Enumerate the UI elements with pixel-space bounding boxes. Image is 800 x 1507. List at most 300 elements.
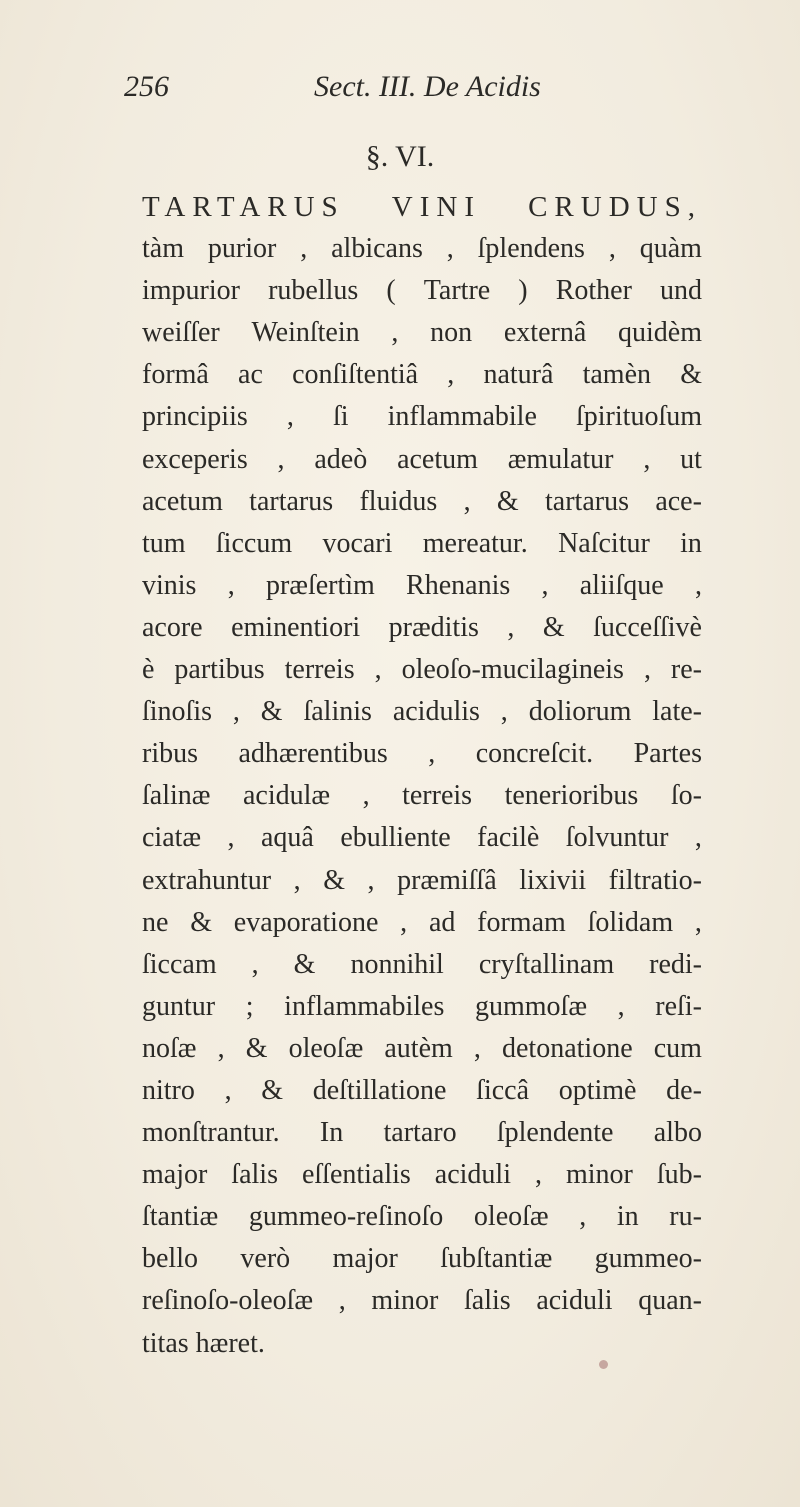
roman-text: impurior bbox=[142, 275, 240, 307]
roman-text: tenerioribus bbox=[504, 780, 639, 812]
roman-text: doliorum bbox=[528, 696, 632, 728]
word bbox=[228, 817, 235, 859]
word bbox=[174, 649, 264, 691]
word bbox=[313, 1070, 447, 1112]
italic-text: Rother bbox=[555, 275, 632, 307]
roman-text: quidèm bbox=[617, 317, 702, 349]
roman-text: in bbox=[616, 1201, 639, 1233]
roman-text: & bbox=[680, 359, 702, 391]
word bbox=[609, 228, 616, 270]
roman-text: inflammabile bbox=[387, 401, 537, 433]
word bbox=[644, 649, 651, 691]
word bbox=[536, 1280, 612, 1322]
word bbox=[368, 860, 375, 902]
roman-text: & bbox=[323, 864, 345, 896]
roman-text: , bbox=[507, 611, 515, 643]
word bbox=[528, 186, 702, 228]
roman-text: & bbox=[496, 485, 519, 517]
roman-text: gummoſæ bbox=[475, 990, 588, 1022]
roman-text: , bbox=[227, 822, 235, 854]
italic-text: ſiccum bbox=[215, 527, 293, 559]
word bbox=[196, 1323, 265, 1365]
roman-text: ; bbox=[245, 990, 254, 1022]
word bbox=[504, 312, 586, 354]
roman-text: , bbox=[643, 443, 651, 475]
word bbox=[640, 228, 702, 270]
word bbox=[314, 439, 367, 481]
word bbox=[142, 607, 203, 649]
word bbox=[371, 1280, 438, 1322]
text-line bbox=[142, 775, 702, 817]
roman-text: gummeo-reſinoſo bbox=[248, 1201, 444, 1233]
roman-text: acidulæ bbox=[242, 780, 331, 812]
word bbox=[384, 1028, 452, 1070]
roman-text: eminentiori bbox=[231, 611, 361, 643]
word bbox=[464, 481, 471, 523]
roman-text: extrahuntur bbox=[142, 864, 272, 896]
ink-spot bbox=[599, 1360, 608, 1369]
roman-text: æmulatur bbox=[507, 443, 614, 475]
word bbox=[402, 775, 472, 817]
word bbox=[464, 1280, 511, 1322]
roman-text: late- bbox=[652, 696, 702, 728]
text-line bbox=[142, 733, 702, 775]
italic-text: rubellus bbox=[268, 275, 359, 307]
word bbox=[618, 986, 625, 1028]
roman-text: noſæ bbox=[142, 1032, 197, 1064]
word bbox=[447, 228, 454, 270]
roman-text: tàm bbox=[142, 233, 184, 265]
word bbox=[261, 1070, 283, 1112]
italic-text: Weinſtein bbox=[251, 317, 360, 349]
roman-text: hæret. bbox=[195, 1327, 265, 1359]
italic-text: acidulis bbox=[392, 696, 480, 728]
italic-text: fluidus bbox=[359, 485, 438, 517]
italic-text: ſalinis bbox=[303, 696, 372, 728]
roman-text: purior bbox=[207, 233, 277, 265]
word bbox=[660, 270, 702, 312]
roman-text: adeò bbox=[314, 443, 368, 475]
word bbox=[423, 523, 528, 565]
word bbox=[386, 270, 395, 312]
word bbox=[240, 1238, 290, 1280]
roman-text: aciduli bbox=[536, 1285, 613, 1317]
word bbox=[142, 649, 154, 691]
word bbox=[680, 523, 702, 565]
roman-text: ſpirituoſum bbox=[576, 401, 702, 433]
word bbox=[652, 691, 702, 733]
roman-text: , bbox=[608, 233, 616, 265]
roman-text: ſiccâ bbox=[476, 1074, 530, 1106]
text-line bbox=[142, 902, 702, 944]
word bbox=[142, 354, 209, 396]
roman-text: , bbox=[251, 948, 259, 980]
roman-text: Partes bbox=[633, 738, 702, 770]
word bbox=[634, 733, 702, 775]
word bbox=[384, 1112, 457, 1154]
word bbox=[669, 1196, 702, 1238]
word bbox=[208, 228, 276, 270]
word bbox=[424, 270, 490, 312]
word bbox=[142, 733, 198, 775]
text-line bbox=[142, 1323, 702, 1365]
word bbox=[249, 481, 333, 523]
word bbox=[228, 565, 235, 607]
word bbox=[483, 354, 553, 396]
word bbox=[287, 396, 294, 438]
word bbox=[593, 607, 702, 649]
word bbox=[284, 986, 444, 1028]
word bbox=[246, 1028, 268, 1070]
word bbox=[654, 1028, 702, 1070]
word bbox=[350, 944, 443, 986]
word bbox=[142, 902, 168, 944]
roman-text: major bbox=[142, 1159, 208, 1191]
roman-text: guntur bbox=[142, 990, 216, 1022]
word bbox=[302, 1154, 411, 1196]
word bbox=[576, 396, 702, 438]
word bbox=[671, 649, 702, 691]
word bbox=[508, 439, 614, 481]
roman-text: externâ bbox=[503, 317, 587, 349]
word bbox=[142, 270, 240, 312]
word bbox=[428, 733, 435, 775]
word bbox=[654, 1112, 702, 1154]
word bbox=[142, 986, 215, 1028]
roman-text: titas bbox=[142, 1327, 189, 1359]
word bbox=[529, 691, 632, 733]
word bbox=[142, 228, 184, 270]
word bbox=[340, 817, 450, 859]
word bbox=[233, 691, 240, 733]
roman-text: ribus bbox=[142, 738, 198, 770]
word bbox=[142, 1323, 189, 1365]
roman-text: , bbox=[338, 1285, 346, 1317]
roman-text: & bbox=[542, 611, 565, 643]
word bbox=[218, 1028, 225, 1070]
word bbox=[643, 439, 650, 481]
word bbox=[261, 817, 314, 859]
word bbox=[303, 691, 371, 733]
word bbox=[649, 944, 702, 986]
roman-text: detonatione bbox=[502, 1032, 633, 1064]
roman-text: gummeo- bbox=[594, 1243, 702, 1275]
roman-text: Naſcitur bbox=[558, 527, 650, 559]
roman-text: , bbox=[367, 864, 375, 896]
word bbox=[397, 439, 478, 481]
roman-text: In bbox=[319, 1117, 344, 1149]
roman-text: ut bbox=[680, 443, 702, 475]
roman-text: ) bbox=[518, 275, 528, 307]
word bbox=[323, 860, 345, 902]
word bbox=[142, 1070, 195, 1112]
roman-text: ſubſtantiæ bbox=[440, 1243, 553, 1275]
word bbox=[294, 944, 316, 986]
roman-text: deſtillatione bbox=[312, 1074, 447, 1106]
roman-text: partibus bbox=[174, 654, 265, 686]
word bbox=[231, 607, 360, 649]
word bbox=[447, 354, 454, 396]
word bbox=[142, 691, 212, 733]
roman-text: , bbox=[232, 696, 240, 728]
italic-text: albicans bbox=[331, 233, 423, 265]
roman-text: ſplendente bbox=[496, 1117, 614, 1149]
word bbox=[289, 1028, 364, 1070]
word bbox=[638, 1280, 702, 1322]
text-line bbox=[142, 312, 702, 354]
word bbox=[502, 1028, 633, 1070]
roman-text: Rhenanis bbox=[406, 569, 511, 601]
italic-text: ace- bbox=[655, 485, 702, 517]
roman-text: formâ bbox=[142, 359, 209, 391]
word bbox=[249, 1196, 443, 1238]
roman-text: quan- bbox=[638, 1285, 702, 1317]
text-line bbox=[142, 986, 702, 1028]
roman-text: ſiccam bbox=[142, 948, 217, 980]
roman-text: , bbox=[617, 990, 625, 1022]
text-line bbox=[142, 1154, 702, 1196]
word bbox=[142, 186, 345, 228]
roman-text: cum bbox=[653, 1032, 702, 1064]
roman-text: CRUDUS, bbox=[528, 191, 702, 223]
word bbox=[142, 775, 210, 817]
roman-text: vinis bbox=[142, 569, 197, 601]
text-line bbox=[142, 649, 702, 691]
word bbox=[507, 607, 514, 649]
word bbox=[331, 228, 423, 270]
word bbox=[655, 986, 702, 1028]
roman-text: acetum bbox=[397, 443, 478, 475]
word bbox=[238, 733, 387, 775]
text-line bbox=[142, 1280, 702, 1322]
roman-text: quàm bbox=[639, 233, 702, 265]
word bbox=[292, 354, 418, 396]
word bbox=[406, 565, 510, 607]
roman-text: mereatur. bbox=[422, 527, 528, 559]
roman-text: , bbox=[217, 1032, 225, 1064]
word bbox=[359, 481, 437, 523]
word bbox=[400, 902, 407, 944]
word bbox=[375, 649, 382, 691]
roman-text: , bbox=[473, 1032, 481, 1064]
roman-text: ne bbox=[142, 906, 169, 938]
roman-text: ſucceſſivè bbox=[593, 611, 702, 643]
roman-text: ſalis bbox=[231, 1159, 278, 1191]
italic-text: terreis bbox=[284, 654, 355, 686]
roman-text: , bbox=[224, 1074, 232, 1106]
roman-text: , bbox=[362, 780, 370, 812]
text-line bbox=[142, 186, 702, 228]
roman-text: acetum bbox=[142, 485, 223, 517]
roman-text: eſſentialis bbox=[301, 1159, 411, 1191]
roman-text: concreſcit. bbox=[475, 738, 594, 770]
italic-text: Tartre bbox=[423, 275, 491, 307]
roman-text: tartaro bbox=[383, 1117, 457, 1149]
roman-text: è bbox=[142, 654, 155, 686]
word bbox=[474, 1196, 549, 1238]
word bbox=[519, 860, 586, 902]
roman-text: redi- bbox=[649, 948, 702, 980]
roman-text: , bbox=[286, 401, 294, 433]
word bbox=[680, 439, 702, 481]
roman-text: tamèn bbox=[582, 359, 652, 391]
roman-text: in bbox=[680, 527, 702, 559]
roman-text: vocari bbox=[322, 527, 393, 559]
roman-text: ſalis bbox=[463, 1285, 511, 1317]
word bbox=[388, 396, 537, 438]
roman-text: ſo- bbox=[670, 780, 702, 812]
roman-text: major bbox=[332, 1243, 398, 1275]
word bbox=[142, 1028, 196, 1070]
word bbox=[333, 396, 349, 438]
word bbox=[566, 817, 669, 859]
text-line bbox=[142, 396, 702, 438]
text-line bbox=[142, 607, 702, 649]
roman-text: ſalinæ bbox=[142, 780, 211, 812]
roman-text: lixivii bbox=[519, 864, 587, 896]
roman-text: præmiſſâ bbox=[397, 864, 497, 896]
word bbox=[393, 691, 480, 733]
word bbox=[609, 860, 702, 902]
word bbox=[225, 1070, 232, 1112]
word bbox=[497, 1112, 614, 1154]
roman-text: , bbox=[463, 485, 471, 517]
word bbox=[545, 481, 629, 523]
word bbox=[243, 775, 330, 817]
word bbox=[429, 902, 455, 944]
roman-text: minor bbox=[371, 1285, 439, 1317]
roman-text: , bbox=[293, 864, 301, 896]
roman-text: ru- bbox=[669, 1201, 702, 1233]
italic-text: und bbox=[660, 275, 702, 307]
word bbox=[238, 354, 263, 396]
word bbox=[695, 565, 702, 607]
word bbox=[497, 481, 519, 523]
word bbox=[231, 1154, 278, 1196]
text-line bbox=[142, 481, 702, 523]
page-header bbox=[124, 70, 684, 110]
text-line bbox=[142, 439, 702, 481]
roman-text: præſertìm bbox=[265, 569, 375, 601]
word bbox=[402, 649, 624, 691]
roman-text: , bbox=[447, 359, 455, 391]
roman-text: monſtrantur. bbox=[142, 1117, 280, 1149]
word bbox=[142, 396, 248, 438]
roman-text: præditis bbox=[388, 611, 479, 643]
roman-text: , bbox=[534, 1159, 542, 1191]
word bbox=[278, 439, 285, 481]
word bbox=[294, 860, 301, 902]
word bbox=[142, 944, 217, 986]
word bbox=[142, 481, 223, 523]
roman-text: , bbox=[374, 654, 382, 686]
word bbox=[657, 1154, 702, 1196]
word bbox=[268, 270, 358, 312]
roman-text: , bbox=[541, 569, 549, 601]
roman-text: exceperis bbox=[142, 443, 248, 475]
word bbox=[430, 312, 472, 354]
word bbox=[234, 902, 379, 944]
word bbox=[142, 565, 196, 607]
roman-text: de- bbox=[666, 1074, 702, 1106]
roman-text: , bbox=[579, 1201, 587, 1233]
word bbox=[476, 1070, 529, 1112]
word bbox=[142, 1196, 218, 1238]
roman-text: optimè bbox=[558, 1074, 637, 1106]
word bbox=[266, 565, 375, 607]
roman-text: principiis bbox=[142, 401, 248, 433]
roman-text: ac bbox=[238, 359, 263, 391]
roman-text: ciatæ bbox=[142, 822, 202, 854]
roman-text: nonnihil bbox=[350, 948, 444, 980]
italic-text: tum bbox=[142, 527, 186, 559]
word bbox=[320, 1112, 343, 1154]
roman-text: ( bbox=[386, 275, 396, 307]
roman-text: inflammabiles bbox=[284, 990, 445, 1022]
roman-text: cryſtallinam bbox=[478, 948, 615, 980]
word bbox=[251, 312, 359, 354]
text-line bbox=[142, 354, 702, 396]
word bbox=[389, 607, 479, 649]
italic-text: ſinoſis bbox=[142, 696, 213, 728]
word bbox=[478, 228, 585, 270]
word bbox=[246, 986, 254, 1028]
roman-text: facilè bbox=[477, 822, 540, 854]
word bbox=[142, 312, 220, 354]
word bbox=[142, 523, 186, 565]
word bbox=[435, 1154, 511, 1196]
roman-text: VINI bbox=[391, 191, 481, 223]
word bbox=[566, 1154, 633, 1196]
roman-text: & bbox=[261, 1074, 284, 1106]
roman-text: ſolvuntur bbox=[565, 822, 669, 854]
roman-text: , bbox=[391, 317, 399, 349]
roman-text: conſiſtentiâ bbox=[292, 359, 419, 391]
word bbox=[583, 354, 651, 396]
word bbox=[142, 817, 201, 859]
section-number: §. VI. bbox=[365, 140, 435, 173]
word bbox=[695, 817, 702, 859]
text-line bbox=[142, 565, 702, 607]
word bbox=[440, 1238, 552, 1280]
running-head: Sect. III. De Acidis bbox=[314, 70, 541, 103]
word bbox=[261, 691, 283, 733]
word bbox=[695, 902, 702, 944]
roman-text: naturâ bbox=[483, 359, 554, 391]
text-line bbox=[142, 860, 702, 902]
text-line bbox=[142, 944, 702, 986]
word bbox=[142, 860, 271, 902]
roman-text: ad bbox=[428, 906, 456, 938]
word bbox=[618, 312, 702, 354]
roman-text: minor bbox=[565, 1159, 633, 1191]
roman-text: nitro bbox=[142, 1074, 195, 1106]
word bbox=[142, 439, 248, 481]
roman-text: oleoſæ bbox=[288, 1032, 364, 1064]
roman-text: ſplendens bbox=[477, 233, 585, 265]
word bbox=[579, 1196, 586, 1238]
word bbox=[666, 1070, 702, 1112]
italic-text: oleoſo-mucilagineis bbox=[401, 654, 624, 686]
word bbox=[501, 691, 508, 733]
roman-text: & bbox=[190, 906, 212, 938]
word bbox=[339, 1280, 346, 1322]
word bbox=[285, 649, 355, 691]
roman-text: reſi- bbox=[655, 990, 702, 1022]
roman-text: , bbox=[694, 569, 702, 601]
roman-text: terreis bbox=[402, 780, 473, 812]
word bbox=[559, 1070, 637, 1112]
